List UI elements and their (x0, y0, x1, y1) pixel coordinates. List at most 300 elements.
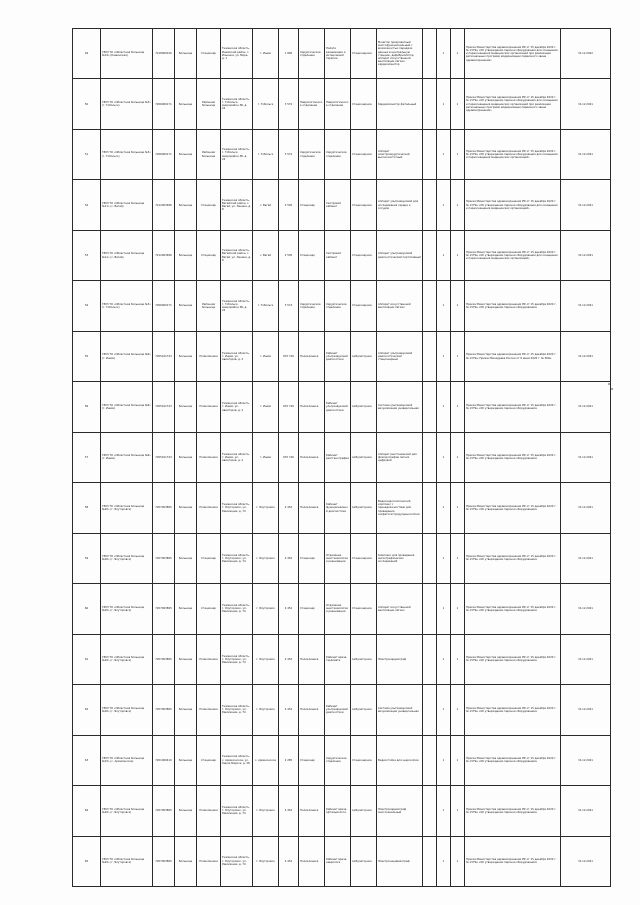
department: Стационар (299, 584, 325, 634)
care-type: Стационарное (351, 180, 377, 230)
facility-address: Тюменская область, г. Ялуторовск, ул. Революции, д. 74 (221, 533, 253, 583)
organization-type: Больница (175, 836, 197, 886)
legal-basis: Приказ Министерства здравоохранения РФ от 15 декабря 2020 г. № 1379н «Об утверждении перечня оборудования» (465, 281, 561, 331)
organization-type: Больница (175, 331, 197, 381)
department: Неврологическое отделение (299, 79, 325, 129)
quantity-total: 1 (451, 129, 465, 179)
legal-basis: Приказ Министерства здравоохранения РФ от 15 декабря 2020 г. № 1379н «Об утверждении перечня оборудования для оснащения и переоснащения медицинских организаций» (465, 129, 561, 179)
facility-address: Тюменская область, г. Ялуторовск, ул. Революции, д. 74 (221, 685, 253, 735)
quantity-total: 1 (451, 584, 465, 634)
quantity-planned: 1 (437, 129, 451, 179)
equipment-name: Видеостойка для эндоскопии (377, 735, 423, 785)
department: Стационар (299, 230, 325, 280)
table-row (73, 786, 611, 836)
quantity-planned: 1 (437, 281, 451, 331)
facility-address: Тюменская область, г. Ялуторовск, ул. Революции, д. 74 (221, 584, 253, 634)
facility-address: Тюменская область, Вагайский район, с. Вагай, ул. Ленина, д. 8 (221, 230, 253, 280)
department: Поликлиника (299, 836, 325, 886)
row-number: 57 (73, 432, 101, 482)
facility-kind: Поликлиника (197, 382, 221, 432)
row-number: 64 (73, 786, 101, 836)
organization-code: 7207003895 (153, 634, 175, 684)
settlement: г. Тобольск (253, 281, 279, 331)
deadline-date: 31.12.2022 (561, 29, 611, 79)
equipment-name: Аппарат ультразвуковой диагностический стационарный (377, 331, 423, 381)
care-type: Стационарное (351, 735, 377, 785)
equipment-name: Кардиомонитор фетальный (377, 79, 423, 129)
department: Поликлиника (299, 634, 325, 684)
population: 2 505 (279, 230, 299, 280)
settlement: г. Ишим (253, 432, 279, 482)
facility-kind: Поликлиника (197, 483, 221, 533)
row-number: 54 (73, 281, 101, 331)
organization-name: ГБУЗ ТО «Областная больница №6» (г. Ишим) (101, 331, 153, 381)
facility-address: Тюменская область, с. Армизонское, ул. Карла Маркса, д. 38 (221, 735, 253, 785)
organization-code: 7207003895 (153, 685, 175, 735)
equipment-name: Аппарат электрохирургический высокочастотный (377, 129, 423, 179)
facility-kind: Поликлиника (197, 685, 221, 735)
deadline-date: 31.12.2021 (561, 584, 611, 634)
care-type: Амбулаторное (351, 786, 377, 836)
department: Стационар (299, 735, 325, 785)
row-number: 55 (73, 331, 101, 381)
settlement: г. Ялуторовск (253, 786, 279, 836)
room: Отделение анестезиологии и реанимации (325, 584, 351, 634)
room: Смотровой кабинет (325, 180, 351, 230)
population: 670 746 (279, 382, 299, 432)
department: Стационар (299, 180, 325, 230)
legal-basis: Приказ Министерства здравоохранения РФ от 15 декабря 2020 г. № 1379н «Об утверждении перечня оборудования для оснащения и переоснащения медицинских организаций при реализации региональных программ модернизации первичного звена здравоохранения» (465, 79, 561, 129)
facility-kind: Районная больница (197, 129, 221, 179)
quantity-total: 1 (451, 533, 465, 583)
quantity-total: 1 (451, 29, 465, 79)
organization-code: 7212003486 (153, 230, 175, 280)
organization-name: ГБУЗ ТО «Областная больница №20» (г. Ялуторовск) (101, 786, 153, 836)
care-type: Стационарное (351, 281, 377, 331)
blank-cell (423, 735, 437, 785)
population: 4 452 (279, 836, 299, 886)
quantity-total: 1 (451, 786, 465, 836)
organization-code: 7205011743 (153, 382, 175, 432)
organization-code: 7206000171 (153, 129, 175, 179)
organization-type: Больница (175, 29, 197, 79)
organization-name: ГБУЗ ТО «Областная больница №6» (г. Ишим) (101, 382, 153, 432)
equipment-register-table (72, 28, 611, 887)
quantity-planned: 1 (437, 533, 451, 583)
organization-code: 7205011743 (153, 432, 175, 482)
organization-code: 7205011743 (153, 331, 175, 381)
row-number: 49 (73, 29, 101, 79)
facility-kind: Поликлиника (197, 432, 221, 482)
organization-type: Больница (175, 230, 197, 280)
organization-code: 7206000171 (153, 79, 175, 129)
room: Палата реанимации и интенсивной терапии (325, 29, 351, 79)
equipment-name: Электрокардиограф (377, 634, 423, 684)
room: Смотровой кабинет (325, 230, 351, 280)
care-type: Амбулаторное (351, 483, 377, 533)
quantity-total: 1 (451, 180, 465, 230)
population: 4 452 (279, 584, 299, 634)
room: Неврологическое отделение (325, 79, 351, 129)
equipment-name: Система ультразвуковой визуализации универсальная (377, 685, 423, 735)
deadline-date: 31.12.2021 (561, 331, 611, 381)
quantity-planned: 1 (437, 331, 451, 381)
settlement: с. Армизонское (253, 735, 279, 785)
table-row (73, 281, 611, 331)
population: 2 285 (279, 735, 299, 785)
population: 4 452 (279, 685, 299, 735)
organization-code: 7207003895 (153, 533, 175, 583)
row-number: 52 (73, 180, 101, 230)
population: 2 505 (279, 180, 299, 230)
organization-type: Больница (175, 129, 197, 179)
legal-basis: Приказ Министерства здравоохранения РФ от 15 декабря 2020 г. № 1379н «Об утверждении перечня оборудования» (465, 533, 561, 583)
blank-cell (423, 382, 437, 432)
legal-basis: Приказ Министерства здравоохранения РФ от 15 декабря 2020 г. № 1379н «Об утверждении перечня оборудования» (465, 432, 561, 482)
settlement: г. Ишим (253, 29, 279, 79)
legal-basis: Приказ Министерства здравоохранения РФ от 15 декабря 2020 г. № 1379н «Об утверждении перечня оборудования» (465, 786, 561, 836)
room: Кабинет ультразвуковой диагностики (325, 382, 351, 432)
settlement: г. Ялуторовск (253, 533, 279, 583)
room: Хирургическое отделение (325, 129, 351, 179)
department: Поликлиника (299, 331, 325, 381)
facility-kind: Стационар (197, 180, 221, 230)
settlement: г. Тобольск (253, 129, 279, 179)
quantity-planned: 1 (437, 786, 451, 836)
care-type: Амбулаторное (351, 382, 377, 432)
facility-kind: Районная больница (197, 79, 221, 129)
organization-name: ГБУЗ ТО «Областная больница №11» (с. Вагай) (101, 230, 153, 280)
settlement: г. Ялуторовск (253, 685, 279, 735)
organization-name: ГБУЗ ТО «Областная больница №11» (с. Вагай) (101, 180, 153, 230)
facility-address: Тюменская область, г. Тобольск, микрорайон 3Б, д. 24 (221, 129, 253, 179)
quantity-total: 1 (451, 230, 465, 280)
facility-kind: Стационар (197, 230, 221, 280)
care-type: Амбулаторное (351, 685, 377, 735)
legal-basis: Приказ Министерства здравоохранения РФ от 15 декабря 2020 г. № 1379н «Об утверждении перечня оборудования» (465, 382, 561, 432)
facility-address: Тюменская область, г. Ялуторовск, ул. Революции, д. 74 (221, 634, 253, 684)
organization-name: ГБУЗ ТО «Областная больница №14» (Кашинская) (101, 29, 153, 79)
row-number: 65 (73, 836, 101, 886)
equipment-name: Комплекс для проведения ангиографических исследований (377, 533, 423, 583)
facility-kind: Районная больница (197, 281, 221, 331)
register-body (73, 29, 611, 887)
population: 3 574 (279, 79, 299, 129)
quantity-total: 1 (451, 836, 465, 886)
settlement: г. Ялуторовск (253, 836, 279, 886)
organization-type: Больница (175, 685, 197, 735)
settlement: г. Ялуторовск (253, 634, 279, 684)
table-row (73, 29, 611, 79)
table-row (73, 836, 611, 886)
legal-basis: Приказ Министерства здравоохранения РФ от 15 декабря 2020 г. № 1379н «Об утверждении перечня оборудования» (465, 685, 561, 735)
blank-cell (423, 129, 437, 179)
facility-kind: Стационар (197, 533, 221, 583)
settlement: г. Тобольск (253, 79, 279, 129)
table-row (73, 584, 611, 634)
facility-address: Тюменская область, Вагайский район, с. Вагай, ул. Ленина, д. 8 (221, 180, 253, 230)
room: Кабинет врача-терапевта (325, 634, 351, 684)
organization-name: ГБУЗ ТО «Областная больница №15» (с. Армизонское) (101, 735, 153, 785)
table-row (73, 685, 611, 735)
department: Хирургическое отделение (299, 29, 325, 79)
population: 3 574 (279, 281, 299, 331)
blank-cell (423, 836, 437, 886)
department: Поликлиника (299, 685, 325, 735)
department: Поликлиника (299, 432, 325, 482)
deadline-date: 31.12.2021 (561, 735, 611, 785)
care-type: Амбулаторное (351, 836, 377, 886)
facility-kind: Поликлиника (197, 786, 221, 836)
facility-kind: Стационар (197, 584, 221, 634)
row-number: 63 (73, 735, 101, 785)
population: 4 452 (279, 786, 299, 836)
room: Хирургическое отделение (325, 281, 351, 331)
row-number: 51 (73, 129, 101, 179)
population: 3 574 (279, 129, 299, 179)
table-row (73, 79, 611, 129)
blank-cell (423, 685, 437, 735)
organization-name: ГБУЗ ТО «Областная больница №20» (г. Ялуторовск) (101, 634, 153, 684)
care-type: Стационарное (351, 79, 377, 129)
facility-kind: Стационар (197, 735, 221, 785)
department: Поликлиника (299, 483, 325, 533)
department: Поликлиника (299, 786, 325, 836)
population: 1 890 (279, 29, 299, 79)
organization-code: 7206000171 (153, 281, 175, 331)
quantity-planned: 1 (437, 685, 451, 735)
department: Хирургическое отделение (299, 129, 325, 179)
blank-cell (423, 483, 437, 533)
equipment-name: Аппарат искусственной вентиляции лёгких (377, 281, 423, 331)
legal-basis: Приказ Министерства здравоохранения РФ от 15 декабря 2020 г. № 1379н «Об утверждении перечня оборудования для оснащения и переоснащения медицинских организаций при реализации региональных программ модернизации первичного звена здравоохранения» (465, 29, 561, 79)
equipment-name: Электроэнцефалограф (377, 836, 423, 886)
blank-cell (423, 180, 437, 230)
organization-name: ГБУЗ ТО «Областная больница №3» (г. Тобольск) (101, 79, 153, 129)
facility-kind: Поликлиника (197, 331, 221, 381)
quantity-total: 1 (451, 634, 465, 684)
equipment-name: Видеоэндоскопический комплекс с принадлежностями для проведения эзофагогастродуоденоскопии (377, 483, 423, 533)
scan-speck (608, 383, 610, 385)
legal-basis: Приказ Министерства здравоохранения РФ от 15 декабря 2020 г. № 1379н «Об утверждении перечня оборудования» (465, 634, 561, 684)
organization-type: Больница (175, 584, 197, 634)
equipment-name: Электрокардиограф многоканальный (377, 786, 423, 836)
quantity-planned: 1 (437, 735, 451, 785)
quantity-total: 1 (451, 79, 465, 129)
organization-code: 7212003486 (153, 180, 175, 230)
room: Кабинет функциональной диагностики (325, 483, 351, 533)
population: 670 746 (279, 432, 299, 482)
organization-type: Больница (175, 382, 197, 432)
quantity-total: 1 (451, 432, 465, 482)
room: Кабинет ультразвуковой диагностики (325, 331, 351, 381)
quantity-planned: 1 (437, 836, 451, 886)
table-row (73, 382, 611, 432)
quantity-planned: 1 (437, 634, 451, 684)
deadline-date: 31.12.2021 (561, 382, 611, 432)
facility-address: Тюменская область, г. Тобольск, микрорайон 3Б, д. 24 (221, 79, 253, 129)
care-type: Амбулаторное (351, 634, 377, 684)
organization-name: ГБУЗ ТО «Областная больница №20» (г. Ялуторовск) (101, 483, 153, 533)
blank-cell (423, 533, 437, 583)
population: 4 452 (279, 533, 299, 583)
room: Хирургическое отделение (325, 735, 351, 785)
care-type: Амбулаторное (351, 331, 377, 381)
row-number: 59 (73, 533, 101, 583)
organization-name: ГБУЗ ТО «Областная больница №3» (г. Тобольск) (101, 281, 153, 331)
organization-code: 7207003895 (153, 836, 175, 886)
quantity-planned: 1 (437, 584, 451, 634)
organization-code: 7207003895 (153, 786, 175, 836)
facility-address: Тюменская область, г. Тобольск, микрорайон 3Б, д. 24 (221, 281, 253, 331)
blank-cell (423, 331, 437, 381)
table-row (73, 483, 611, 533)
care-type: Стационарное (351, 230, 377, 280)
quantity-total: 1 (451, 331, 465, 381)
organization-code: 7201000410 (153, 735, 175, 785)
population: 670 746 (279, 331, 299, 381)
deadline-date: 31.12.2021 (561, 786, 611, 836)
organization-code: 7207003895 (153, 584, 175, 634)
equipment-name: Аппарат ультразвуковой для исследования сердца и сосудов (377, 180, 423, 230)
row-number: 56 (73, 382, 101, 432)
row-number: 53 (73, 230, 101, 280)
blank-cell (423, 79, 437, 129)
population: 4 452 (279, 483, 299, 533)
quantity-total: 1 (451, 735, 465, 785)
deadline-date: 31.12.2021 (561, 180, 611, 230)
settlement: г. Ялуторовск (253, 584, 279, 634)
table-row (73, 230, 611, 280)
organization-name: ГБУЗ ТО «Областная больница №6» (г. Ишим) (101, 432, 153, 482)
organization-type: Больница (175, 483, 197, 533)
deadline-date: 31.12.2021 (561, 483, 611, 533)
row-number: 58 (73, 483, 101, 533)
organization-name: ГБУЗ ТО «Областная больница №3» (г. Тобольск) (101, 129, 153, 179)
table-row (73, 129, 611, 179)
legal-basis: Приказ Министерства здравоохранения РФ от 15 декабря 2020 г. № 1379н «Об утверждении перечня оборудования для оснащения и переоснащения медицинских организаций» (465, 180, 561, 230)
facility-address: Тюменская область, г. Ялуторовск, ул. Революции, д. 74 (221, 483, 253, 533)
table-row (73, 634, 611, 684)
deadline-date: 31.12.2021 (561, 129, 611, 179)
equipment-name: Монитор прикроватный многофункциональный с возможностью передачи данных в центральную станцию, дефибриллятор, аппарат искусственной вентиляции лёгких, кардиомонитор (377, 29, 423, 79)
legal-basis: Приказ Министерства здравоохранения РФ от 15 декабря 2020 г. № 1379н «Об утверждении перечня оборудования» (465, 584, 561, 634)
department: Стационар (299, 533, 325, 583)
facility-address: Тюменская область, г. Ялуторовск, ул. Революции, д. 74 (221, 786, 253, 836)
blank-cell (423, 29, 437, 79)
organization-type: Больница (175, 180, 197, 230)
blank-cell (423, 584, 437, 634)
organization-type: Больница (175, 634, 197, 684)
room: Кабинет врача-офтальмолога (325, 786, 351, 836)
quantity-total: 1 (451, 281, 465, 331)
quantity-planned: 1 (437, 180, 451, 230)
facility-kind: Поликлиника (197, 634, 221, 684)
facility-address: Тюменская область, г. Ялуторовск, ул. Революции, д. 74 (221, 836, 253, 886)
deadline-date: 31.12.2021 (561, 230, 611, 280)
table-row (73, 331, 611, 381)
quantity-planned: 1 (437, 29, 451, 79)
organization-name: ГБУЗ ТО «Областная больница №20» (г. Ялуторовск) (101, 584, 153, 634)
deadline-date: 31.12.2021 (561, 634, 611, 684)
care-type: Амбулаторное (351, 432, 377, 482)
scan-speck (611, 388, 613, 390)
organization-name: ГБУЗ ТО «Областная больница №20» (г. Ялуторовск) (101, 685, 153, 735)
department: Хирургическое отделение (299, 281, 325, 331)
facility-kind: Стационар (197, 29, 221, 79)
organization-code: 7218000016 (153, 29, 175, 79)
table-row (73, 735, 611, 785)
organization-name: ГБУЗ ТО «Областная больница №20» (г. Ялуторовск) (101, 533, 153, 583)
equipment-name: Система ультразвуковой визуализации универсальная (377, 382, 423, 432)
organization-type: Больница (175, 281, 197, 331)
facility-address: Тюменская область, г. Ишим, ул. Авиаторов, д. 2 (221, 331, 253, 381)
quantity-planned: 1 (437, 483, 451, 533)
organization-type: Больница (175, 79, 197, 129)
table-row (73, 432, 611, 482)
blank-cell (423, 432, 437, 482)
legal-basis: Приказ Министерства здравоохранения РФ от 15 декабря 2020 г. № 1379н «Об утверждении перечня оборудования» (465, 735, 561, 785)
quantity-planned: 1 (437, 230, 451, 280)
row-number: 50 (73, 79, 101, 129)
care-type: Стационарное (351, 129, 377, 179)
table-row (73, 533, 611, 583)
population: 4 452 (279, 634, 299, 684)
room: Отделение анестезиологии и реанимации (325, 533, 351, 583)
settlement: с. Вагай (253, 180, 279, 230)
deadline-date: 31.12.2021 (561, 685, 611, 735)
organization-name: ГБУЗ ТО «Областная больница №20» (г. Ялуторовск) (101, 836, 153, 886)
quantity-total: 1 (451, 685, 465, 735)
deadline-date: 31.12.2021 (561, 533, 611, 583)
settlement: г. Ялуторовск (253, 483, 279, 533)
organization-code: 7207003895 (153, 483, 175, 533)
organization-type: Больница (175, 786, 197, 836)
room: Кабинет ультразвуковой диагностики (325, 685, 351, 735)
deadline-date: 31.12.2021 (561, 281, 611, 331)
deadline-date: 31.12.2021 (561, 432, 611, 482)
quantity-total: 1 (451, 382, 465, 432)
facility-address: Тюменская область, г. Ишим, ул. Авиаторов, д. 2 (221, 432, 253, 482)
settlement: г. Ишим (253, 331, 279, 381)
room: Кабинет врача-невролога (325, 836, 351, 886)
quantity-planned: 1 (437, 382, 451, 432)
deadline-date: 31.12.2021 (561, 79, 611, 129)
legal-basis: Приказ Министерства здравоохранения РФ от 15 декабря 2020 г. № 1379н; Приказ Минздрава России от 9 июня 2020 г. № 560н (465, 331, 561, 381)
quantity-planned: 1 (437, 432, 451, 482)
care-type: Стационарное (351, 584, 377, 634)
deadline-date: 31.12.2021 (561, 836, 611, 886)
department: Поликлиника (299, 382, 325, 432)
blank-cell (423, 634, 437, 684)
care-type: Стационарное (351, 29, 377, 79)
blank-cell (423, 786, 437, 836)
organization-type: Больница (175, 735, 197, 785)
quantity-planned: 1 (437, 79, 451, 129)
row-number: 61 (73, 634, 101, 684)
row-number: 62 (73, 685, 101, 735)
facility-address: Тюменская область, г. Ишим, ул. Авиаторов, д. 2 (221, 382, 253, 432)
legal-basis: Приказ Министерства здравоохранения РФ от 15 декабря 2020 г. № 1379н «Об утверждении перечня оборудования» (465, 483, 561, 533)
settlement: г. Ишим (253, 382, 279, 432)
table-row (73, 180, 611, 230)
organization-type: Больница (175, 533, 197, 583)
quantity-total: 1 (451, 483, 465, 533)
room: Кабинет рентгенографии (325, 432, 351, 482)
care-type: Стационарное (351, 533, 377, 583)
facility-kind: Поликлиника (197, 836, 221, 886)
blank-cell (423, 230, 437, 280)
